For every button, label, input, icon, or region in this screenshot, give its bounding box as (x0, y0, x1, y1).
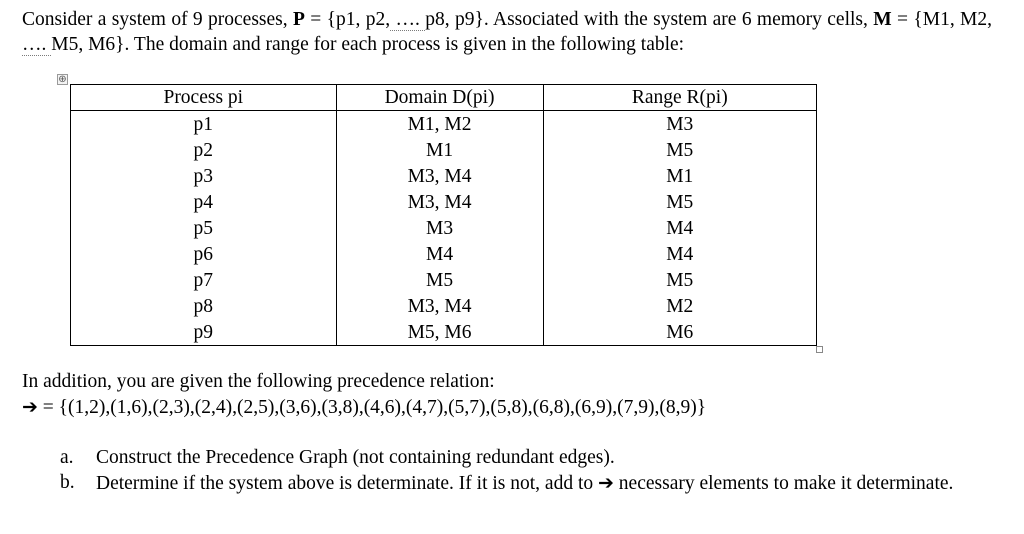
header-range: Range R(pi) (543, 85, 816, 111)
intro-text-4: = {M1, M2, (891, 9, 993, 30)
domain-cell: M1, M2 (336, 111, 543, 138)
precedence-relation (22, 395, 992, 421)
process-cell: p3 (71, 163, 337, 189)
question-a-text: Construct the Precedence Graph (not containing redundant edges). (96, 447, 615, 468)
precedence-arrow-icon: ➔ (598, 472, 614, 494)
range-cell: M4 (543, 215, 816, 241)
range-cell: M5 (543, 267, 816, 293)
table-row (71, 189, 817, 215)
process-set-symbol: P (293, 9, 305, 30)
intro-text-5: M5, M6}. The domain and range for each process is given in the following table: (51, 33, 685, 55)
table-row (71, 267, 817, 293)
intro-text-1: Consider a system of 9 processes, (22, 9, 293, 30)
table-row (71, 319, 817, 346)
range-cell: M3 (543, 111, 816, 138)
range-cell: M5 (543, 189, 816, 215)
process-cell: p6 (71, 241, 337, 267)
table-move-handle-icon[interactable]: ⊕ (58, 74, 67, 85)
memory-set-symbol: M (873, 9, 892, 30)
header-domain: Domain D(pi) (336, 85, 543, 111)
question-b-text-after: necessary elements to make it determinate. (613, 473, 954, 494)
domain-cell: M3 (336, 215, 543, 241)
precedence-relation-text: = {(1,2),(1,6),(2,3),(2,4),(2,5),(3,6),(3,8),(4,6),(4,7),(5,7),(5,8),(6,8),(6,9),(7,9),(8,9)} (37, 397, 707, 418)
table-row (71, 111, 817, 138)
process-cell: p9 (71, 319, 337, 346)
process-cell: p4 (71, 189, 337, 215)
question-b-text-before: Determine if the system above is determinate. If it is not, add to (96, 473, 598, 494)
domain-cell: M5, M6 (336, 319, 543, 346)
domain-cell: M4 (336, 241, 543, 267)
range-cell: M6 (543, 319, 816, 346)
question-b-label: b. (60, 472, 75, 493)
table-row (71, 241, 817, 267)
process-cell: p5 (71, 215, 337, 241)
process-cell: p1 (71, 111, 337, 138)
domain-cell: M1 (336, 137, 543, 163)
intro-text-3: p8, p9}. Associated with the system are 6 memory cells, (425, 9, 874, 30)
table-resize-handle[interactable] (816, 346, 823, 353)
domain-cell: M3, M4 (336, 293, 543, 319)
table-row (71, 215, 817, 241)
question-a-label: a. (60, 447, 74, 468)
precedence-arrow-icon: ➔ (22, 396, 38, 418)
ellipsis-1: …. (390, 9, 426, 30)
ellipsis-2: …. (22, 33, 52, 55)
process-cell: p8 (71, 293, 337, 319)
range-cell: M4 (543, 241, 816, 267)
intro-paragraph (22, 8, 992, 57)
table-row (71, 293, 817, 319)
table-row (71, 137, 817, 163)
range-cell: M5 (543, 137, 816, 163)
question-b-text (96, 471, 986, 497)
range-cell: M2 (543, 293, 816, 319)
range-cell: M1 (543, 163, 816, 189)
process-table (70, 84, 817, 346)
domain-cell: M3, M4 (336, 163, 543, 189)
precedence-intro: In addition, you are given the following precedence relation: (22, 371, 495, 392)
process-cell: p2 (71, 137, 337, 163)
table-row (71, 163, 817, 189)
intro-text-2: = {p1, p2, (304, 9, 391, 30)
domain-cell: M3, M4 (336, 189, 543, 215)
process-cell: p7 (71, 267, 337, 293)
header-process: Process pi (71, 85, 337, 111)
table-header-row (71, 85, 817, 111)
domain-cell: M5 (336, 267, 543, 293)
